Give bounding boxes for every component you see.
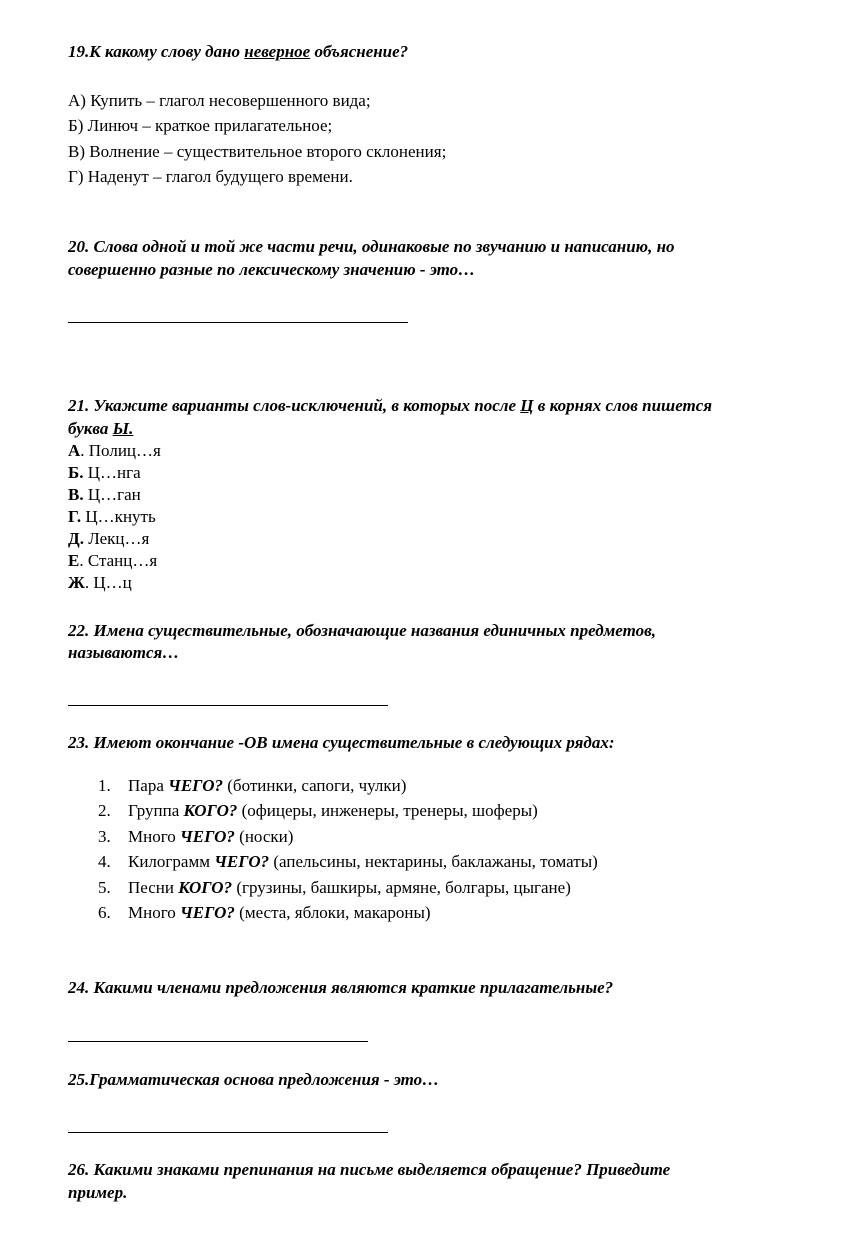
question-20-title-line2: совершенно разные по лексическому значению - это… bbox=[68, 260, 476, 279]
q23-item-5: 5. Песни КОГО? (грузины, башкиры, армяне, болгары, цыгане) bbox=[98, 878, 571, 897]
question-19-title: 19.К какому слову дано неверное объяснение? bbox=[68, 42, 409, 61]
q23-item-3: 3. Много ЧЕГО? (носки) bbox=[98, 827, 294, 846]
question-25-title: 25.Грамматическая основа предложения - это… bbox=[68, 1070, 440, 1089]
q23-item-2: 2. Группа КОГО? (офицеры, инженеры, тренеры, шоферы) bbox=[98, 801, 538, 820]
underlined-word: неверное bbox=[244, 42, 311, 61]
q21-option-c: В. Ц…ган bbox=[68, 485, 141, 504]
question-21-title-line2: буква Ы. bbox=[68, 419, 134, 438]
q21-option-g: Ж. Ц…ц bbox=[68, 573, 132, 592]
q23-item-1: 1. Пара ЧЕГО? (ботинки, сапоги, чулки) bbox=[98, 776, 407, 795]
q19-option-d: Г) Наденут – глагол будущего времени. bbox=[68, 167, 353, 186]
q21-option-e: Д. Лекц…я bbox=[68, 529, 150, 548]
underlined-letter: Ы. bbox=[112, 419, 134, 438]
underlined-letter: Ц bbox=[520, 396, 534, 415]
q23-item-6: 6. Много ЧЕГО? (места, яблоки, макароны) bbox=[98, 903, 431, 922]
q19-option-c: В) Волнение – существительное второго склонения; bbox=[68, 142, 447, 161]
question-26-title-line2: пример. bbox=[68, 1183, 128, 1202]
q19-option-b: Б) Линюч – краткое прилагательное; bbox=[68, 116, 333, 135]
q24-answer-line[interactable] bbox=[68, 1041, 368, 1042]
q21-option-d: Г. Ц…кнуть bbox=[68, 507, 156, 526]
question-26-title-line1: 26. Какими знаками препинания на письме выделяется обращение? Приведите bbox=[68, 1160, 671, 1179]
question-23-title: 23. Имеют окончание -ОВ имена существительные в следующих рядах: bbox=[68, 733, 615, 752]
q23-item-4: 4. Килограмм ЧЕГО? (апельсины, нектарины, баклажаны, томаты) bbox=[98, 852, 598, 871]
question-21-title-line1: 21. Укажите варианты слов-исключений, в которых после Ц в корнях слов пишется bbox=[68, 396, 713, 415]
q21-option-a: А. Полиц…я bbox=[68, 441, 161, 460]
q20-answer-line[interactable] bbox=[68, 322, 408, 323]
question-24-title: 24. Какими членами предложения являются краткие прилагательные? bbox=[68, 978, 614, 997]
question-20-title-line1: 20. Слова одной и той же части речи, одинаковые по звучанию и написанию, но bbox=[68, 237, 675, 256]
q21-option-b: Б. Ц…нга bbox=[68, 463, 141, 482]
q25-answer-line[interactable] bbox=[68, 1132, 388, 1133]
q21-option-f: Е. Станц…я bbox=[68, 551, 158, 570]
question-22-title-line2: называются… bbox=[68, 643, 180, 662]
q19-option-a: А) Купить – глагол несовершенного вида; bbox=[68, 91, 371, 110]
question-22-title-line1: 22. Имена существительные, обозначающие названия единичных предметов, bbox=[68, 621, 656, 640]
q22-answer-line[interactable] bbox=[68, 705, 388, 706]
